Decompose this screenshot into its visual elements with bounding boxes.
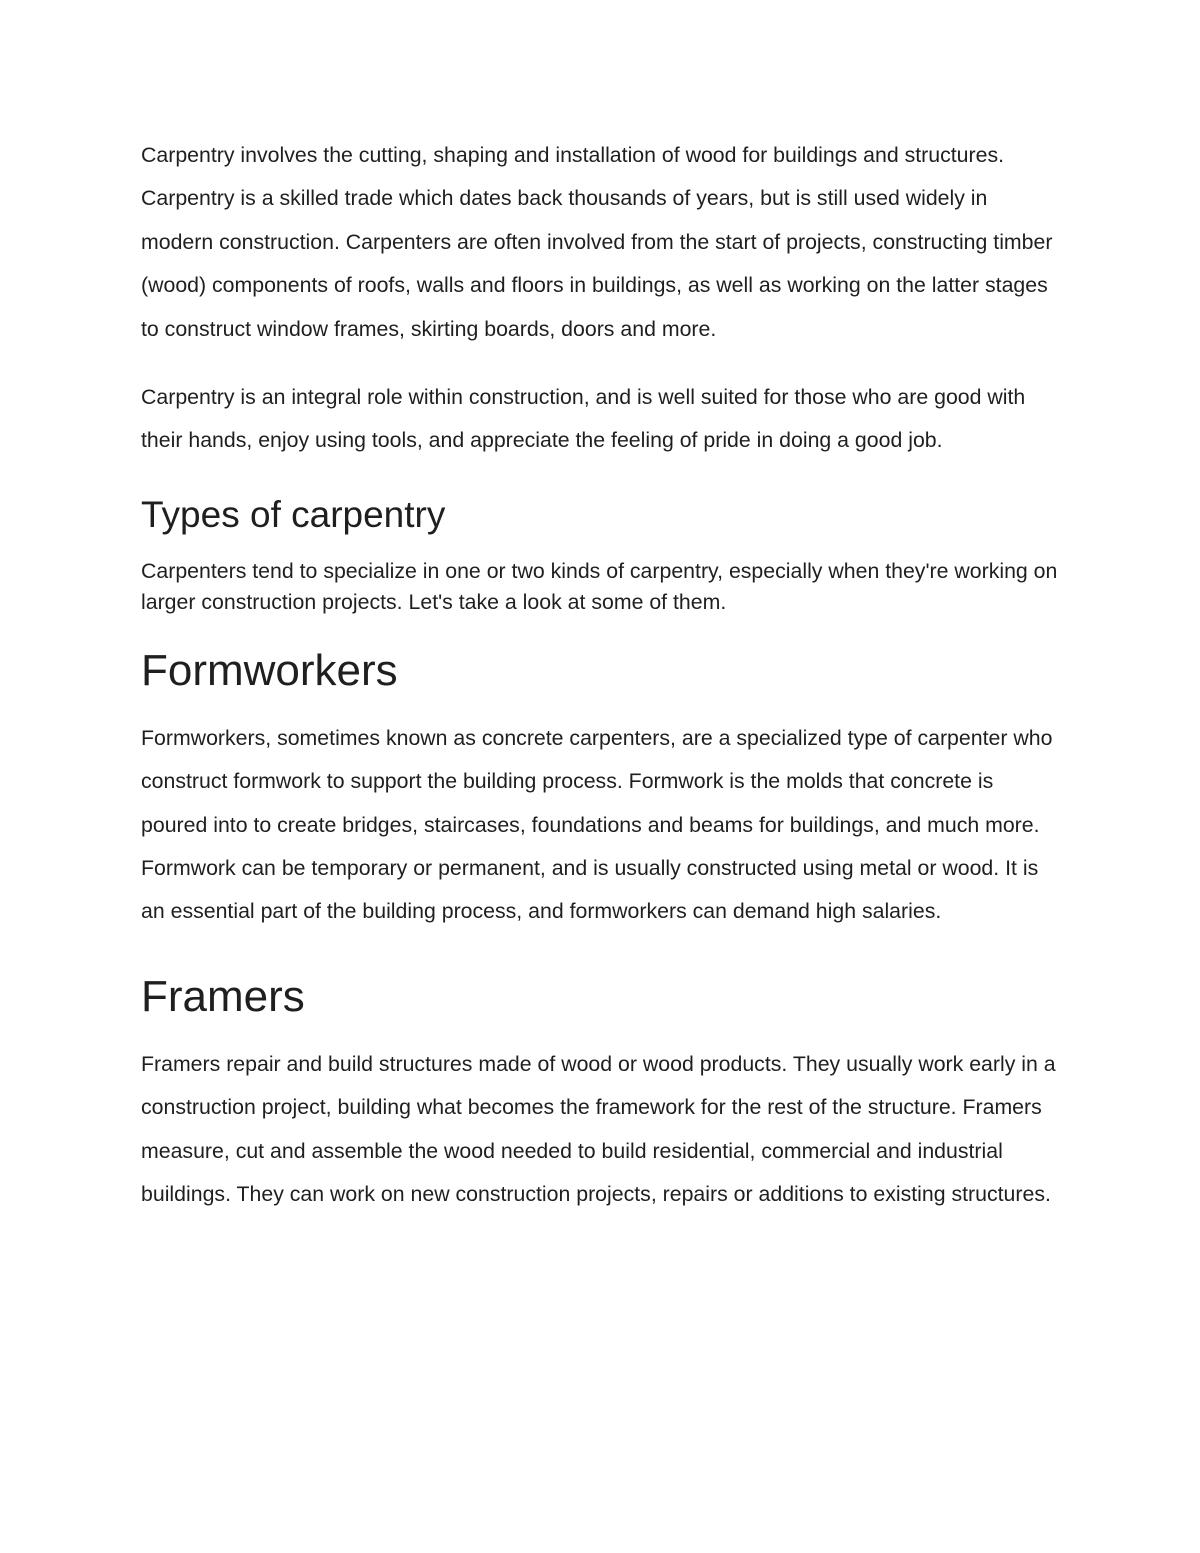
formworkers-heading: Formworkers [141,645,398,695]
formworkers-paragraph: Formworkers, sometimes known as concrete carpenters, are a specialized type of carpenter who construct formwork to support the building process. Formwork is the molds that concrete is poured into to create bridges, staircases, foundations and beams for buildings, and much more. Formwork can be temporary or permanent, and is usually constructed using metal or wood. It is an essential part of the building process, and formworkers can demand high salaries. [141,725,1053,924]
intro-paragraph-1: Carpentry involves the cutting, shaping and installation of wood for buildings and structures. Carpentry is a skilled trade which dates back thousands of years, but is still used widely in modern construction. Carpenters are often involved from the start of projects, constructing timber (wood) components of roofs, walls and floors in buildings, as well as working on the latter stages to construct window frames, skirting boards, doors and more. [141,143,1053,341]
framers-heading: Framers [141,971,305,1021]
intro-paragraph-2: Carpentry is an integral role within construction, and is well suited for those who are good with their hands, enjoy using tools, and appreciate the feeling of pride in doing a good job. [141,385,1026,453]
types-of-carpentry-heading: Types of carpentry [141,493,446,535]
framers-paragraph: Framers repair and build structures made of wood or wood products. They usually work early in a construction project, building what becomes the framework for the rest of the structure. Framers measure, cut and assemble the wood needed to build residential, commercial and industrial buildings. They can work on new construction projects, repairs or additions to existing structures. [141,1051,1056,1207]
types-of-carpentry-paragraph: Carpenters tend to specialize in one or two kinds of carpentry, especially when they're working on larger construction projects. Let's take a look at some of them. [141,558,1058,614]
document-body [141,134,1061,1217]
